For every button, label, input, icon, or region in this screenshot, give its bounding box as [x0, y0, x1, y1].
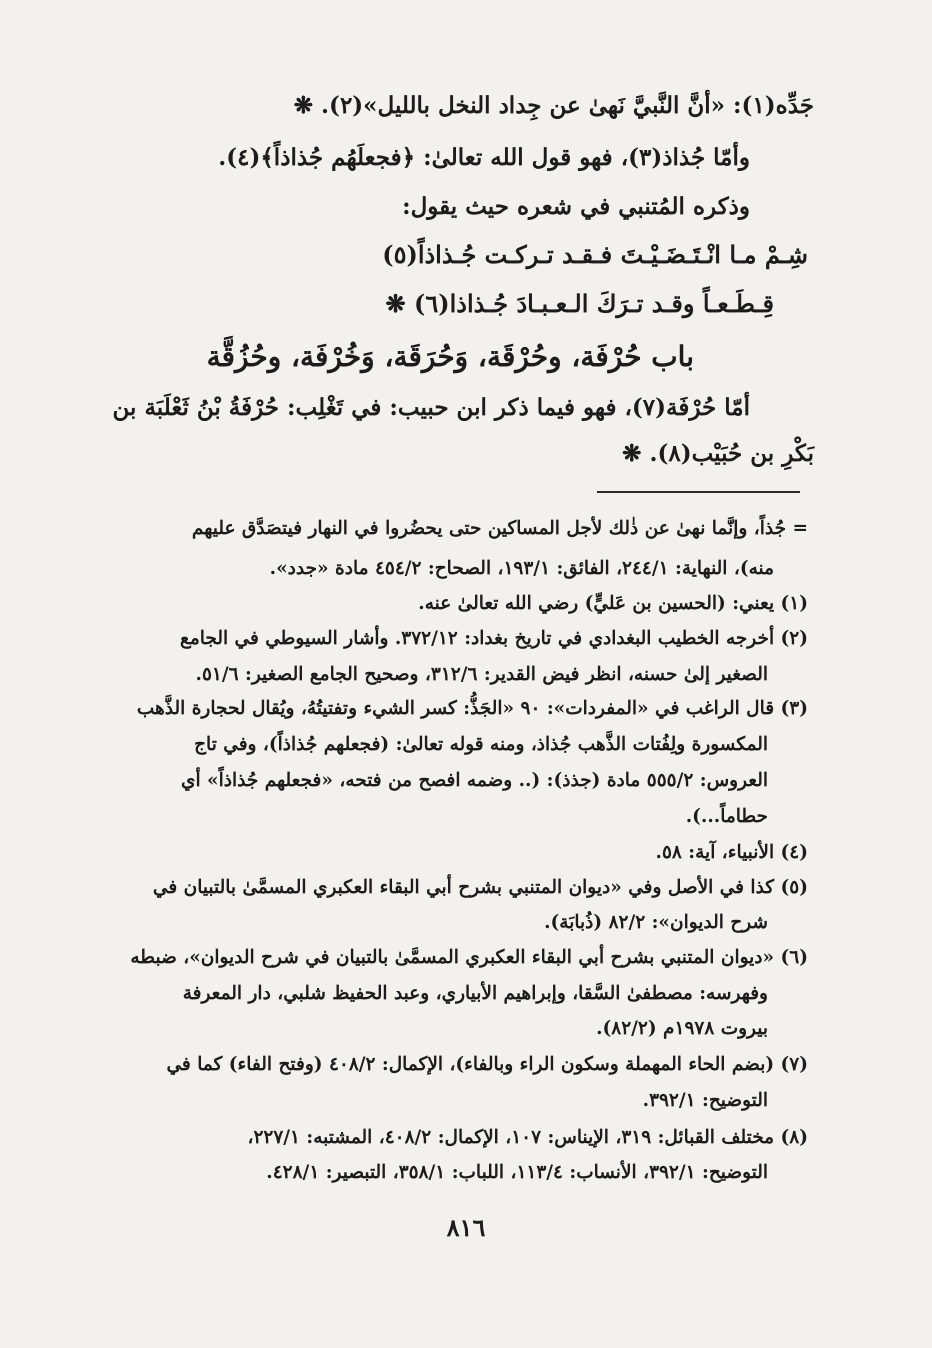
- footnote-line: (٤) الأنبياء، آية: ٥٨.: [655, 842, 808, 863]
- footnote-line: شرح الديوان»: ٨٢/٢ (ذُبابَة).: [544, 912, 768, 933]
- footnote-line: (٣) قال الراغب في «المفردات»: ٩٠ «الجَذُّ: كسر الشيء وتفتيتُهُ، ويُقال لحجارة الذَّهب: [136, 698, 808, 719]
- footnote-line: العروس: ٥٥٥/٢ مادة (جذذ): (.. وضمه افصح من فتحه، «فجعلهم جُذاذاً» أي: [180, 770, 768, 791]
- poem-verse-1: شِـمْ مـا انْـتَـضَـيْـتَ فـقـد تـركـت جُـذاذاً(٥): [382, 240, 808, 269]
- footnote-line: التوضيح: ٣٩٢/١، الأنساب: ١١٣/٤، اللباب: ٣٥٨/١، التبصير: ٤٢٨/١.: [266, 1162, 768, 1183]
- chapter-heading: باب حُرْفَة، وحُرْقَة، وَحُرَقَة، وَخُرْفَة، وحُزُقَّة: [206, 340, 694, 373]
- body-line-2: وأمّا جُذاذ(٣)، فهو قول الله تعالىٰ: ﴿فجعلَهُم جُذاذاً﴾(٤).: [218, 144, 750, 171]
- footnote-line: الصغير إلىٰ حسنه، انظر فيض القدير: ٣١٢/٦، وصحيح الجامع الصغير: ٥١/٦.: [195, 664, 768, 685]
- footnote-line: وفهرسه: مصطفىٰ السَّقا، وإبراهيم الأبياري، وعبد الحفيظ شلبي، دار المعرفة: [182, 983, 768, 1004]
- footnote-separator: [597, 491, 800, 493]
- body-line-1: جَدِّه(١): «أنَّ النَّبيَّ نَهىٰ عن جِداد النخل بالليل»(٢). ❋: [293, 92, 814, 119]
- footnote-line: = جُذاً، وإنَّما نهىٰ عن ذٰلك لأجل المساكين حتى يحضُروا في النهار فيتصَدَّق عليهم: [191, 518, 808, 539]
- footnote-line: التوضيح: ٣٩٢/١.: [642, 1090, 768, 1111]
- footnote-line: منه)، النهاية: ٢٤٤/١، الفائق: ١٩٣/١، الصحاح: ٤٥٤/٢ مادة «جدد».: [269, 558, 774, 579]
- footnote-line: المكسورة ولِفُتات الذَّهب جُذاذ، ومنه قوله تعالىٰ: (فجعلهم جُذاذاً)، وفي تاج: [194, 734, 768, 755]
- footnote-line: (١) يعني: (الحسين بن عَليٍّ) رضي الله تعالىٰ عنه.: [418, 593, 808, 614]
- footnote-line: بيروت ١٩٧٨م (٨٢/٢).: [596, 1018, 768, 1039]
- footnote-line: (٥) كذا في الأصل وفي «ديوان المتنبي بشرح أبي البقاء العكبري المسمَّىٰ بالتبيان في: [152, 877, 808, 898]
- body-line-4: أمّا حُرْفَة(٧)، فهو فيما ذكر ابن حبيب: في تَغْلِب: حُرْفَةُ بْنُ ثَعْلَبَة بن: [112, 394, 750, 421]
- footnote-line: حطاماً...).: [685, 806, 768, 827]
- page-number: ٨١٦: [446, 1213, 486, 1242]
- body-line-5: بَكْرِ بن حُبَيْب(٨). ❋: [622, 440, 814, 467]
- footnote-line: (٦) «ديوان المتنبي بشرح أبي البقاء العكبري المسمَّىٰ بالتبيان في شرح الديوان»، ضبطه: [130, 947, 808, 968]
- footnote-line: (٨) مختلف القبائل: ٣١٩، الإيناس: ١٠٧، الإكمال: ٤٠٨/٢، المشتبه: ٢٢٧/١،: [247, 1127, 808, 1148]
- poem-verse-2: قِـطَـعـاً وقـد تـرَكَ الـعـبـادَ جُـذاذا(٦) ❋: [385, 289, 774, 318]
- footnote-line: (٧) (بضم الحاء المهملة وسكون الراء وبالفاء)، الإكمال: ٤٠٨/٢ (وفتح الفاء) كما في: [166, 1054, 808, 1075]
- body-line-3: وذكره المُتنبي في شعره حيث يقول:: [402, 193, 750, 220]
- footnote-line: (٢) أخرجه الخطيب البغدادي في تاريخ بغداد: ٣٧٢/١٢. وأشار السيوطي في الجامع: [180, 628, 808, 649]
